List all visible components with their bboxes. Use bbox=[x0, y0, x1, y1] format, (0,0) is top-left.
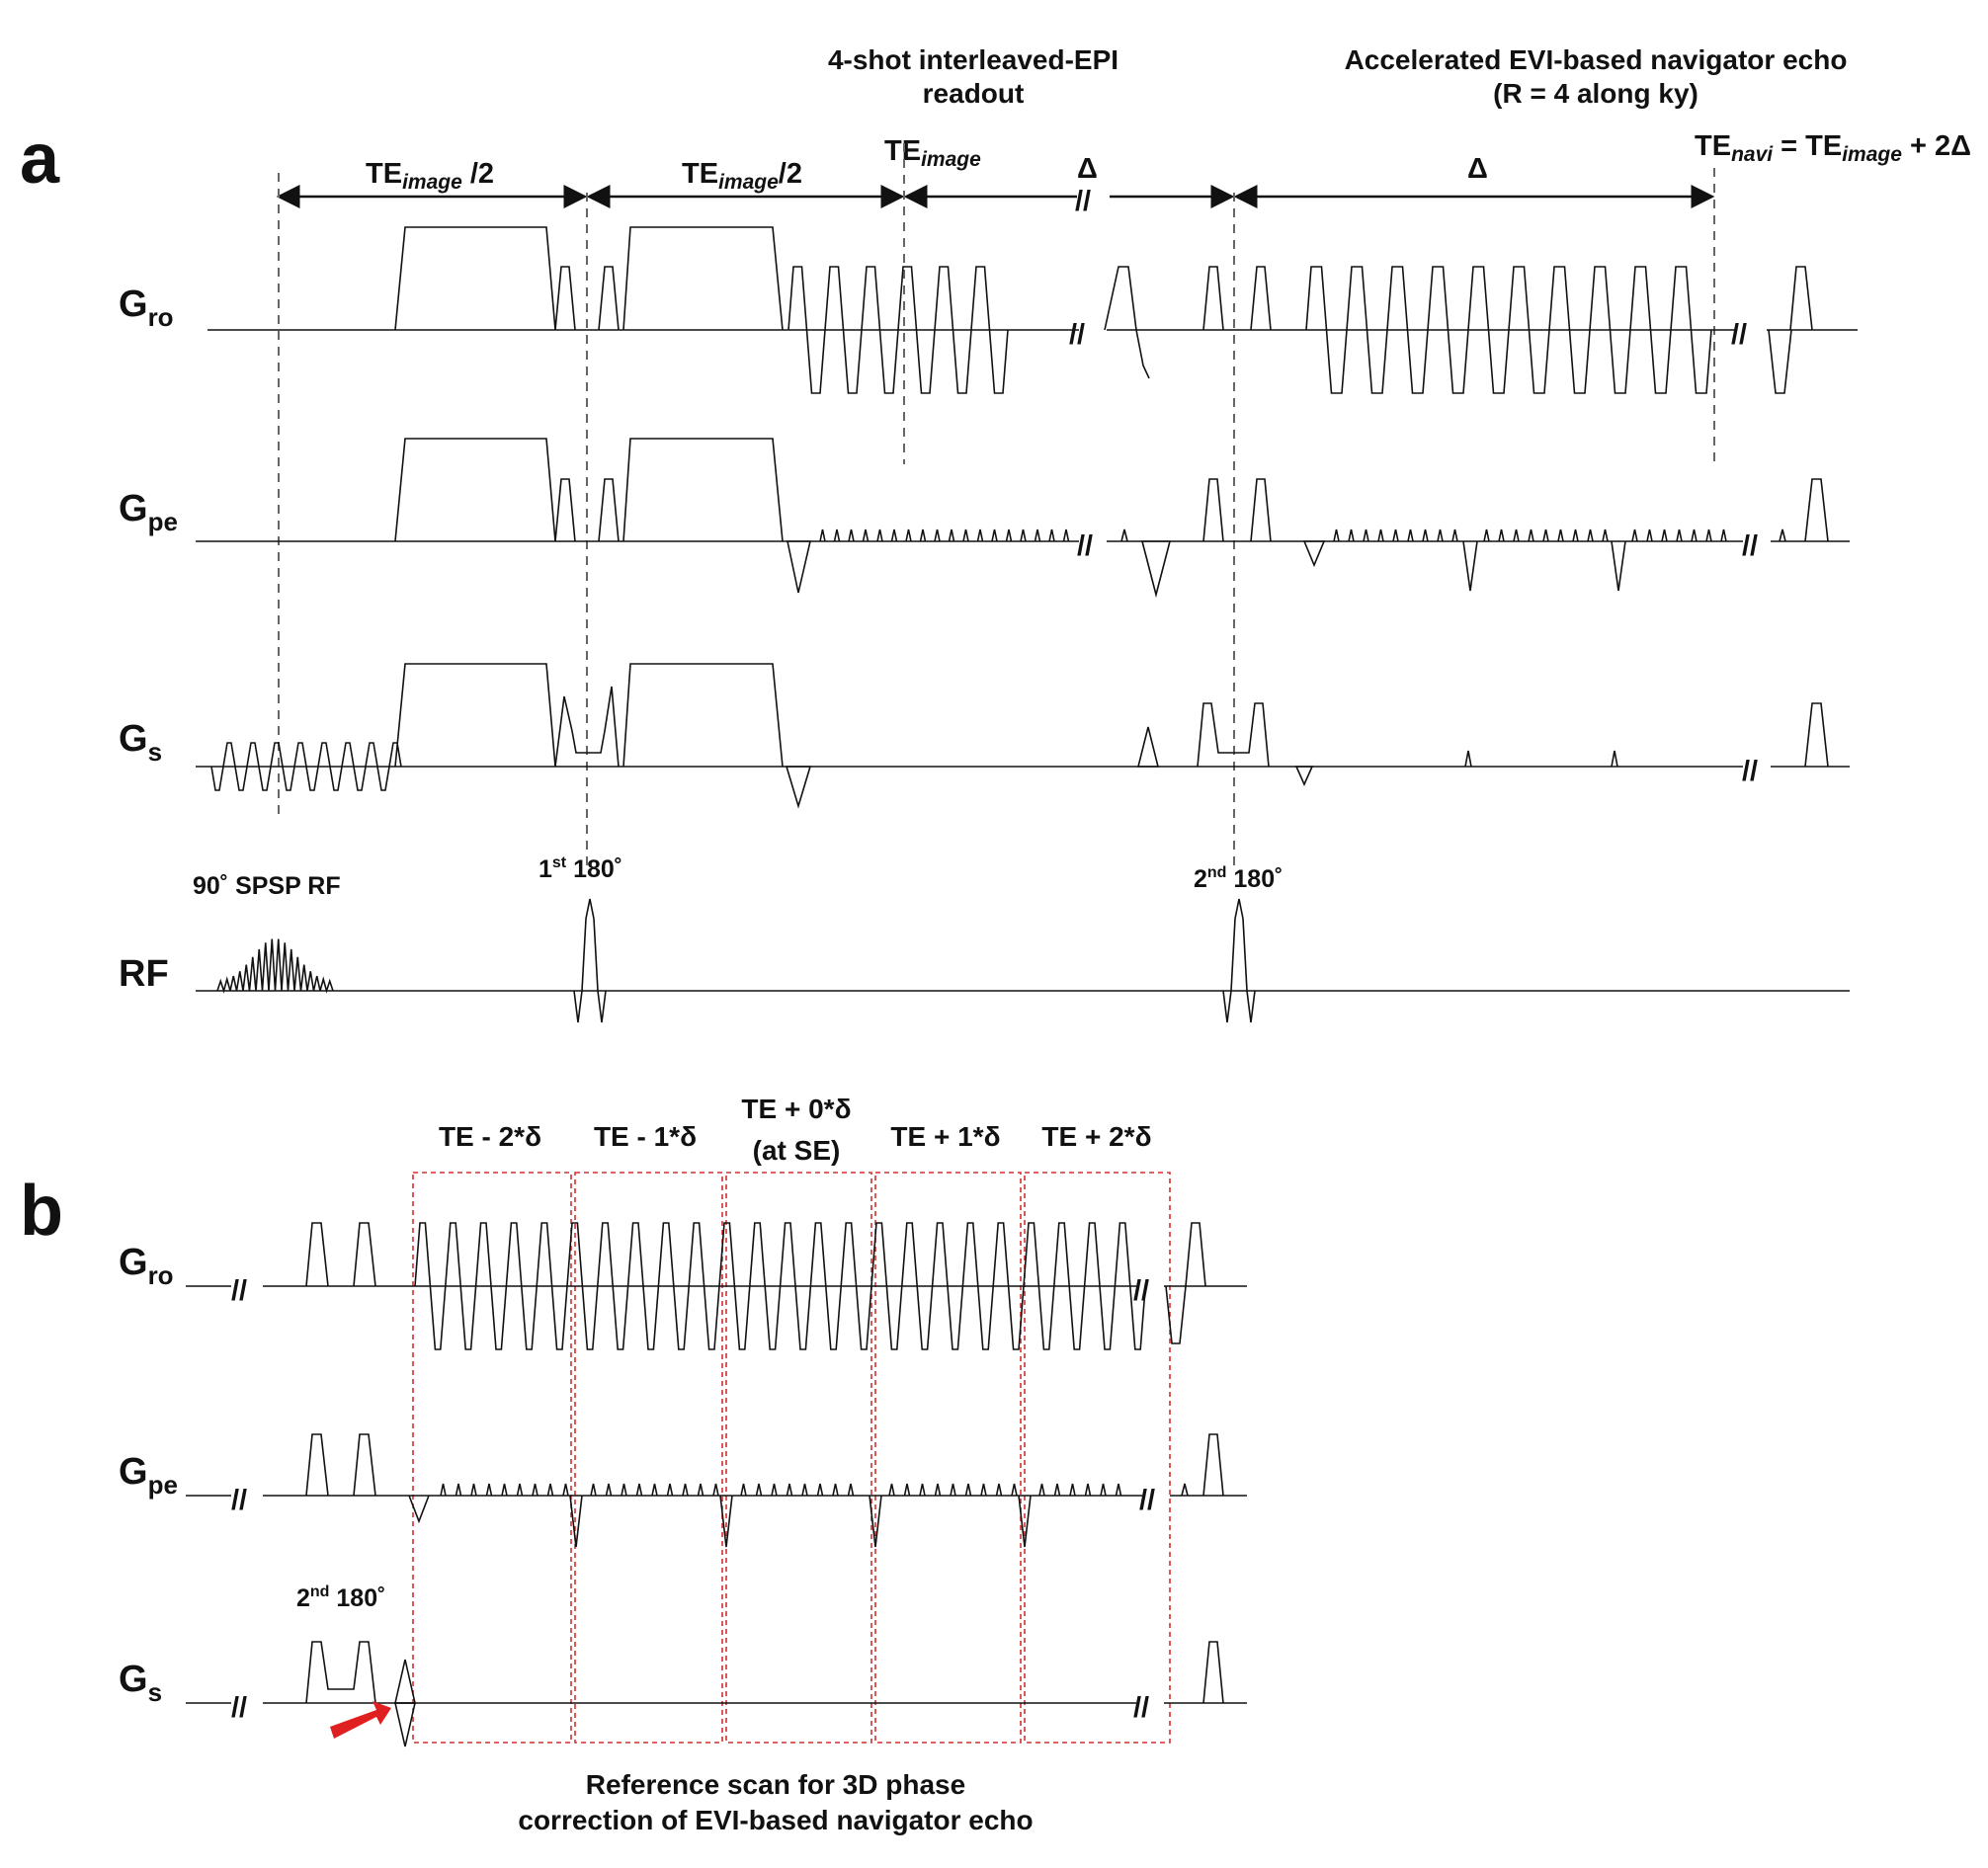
gro-channel-label: $G_{ro}$ bbox=[119, 284, 174, 332]
gpe-break-a-2: // bbox=[1742, 530, 1759, 562]
te-navi-label: $TE_{navi} = TE_{image} + 2\Delta$ bbox=[1695, 130, 1971, 166]
gpe-waveform-b bbox=[186, 1434, 1247, 1547]
segment-se-note: (at SE) bbox=[752, 1135, 841, 1166]
segment-label-4: TE + 1*δ bbox=[890, 1121, 1001, 1152]
gro-break-b-1: // bbox=[231, 1275, 248, 1307]
reference-caption-line2: correction of EVI-based navigator echo bbox=[518, 1805, 1034, 1835]
evi-navigator-header-line2: (R = 4 along ky) bbox=[1493, 78, 1698, 109]
spoiler-crusher-up bbox=[395, 1660, 415, 1703]
delta-label-2: Δ bbox=[1467, 153, 1488, 185]
gpe-waveform-a bbox=[196, 439, 1850, 595]
first-180-label: 1st 180˚ bbox=[538, 854, 623, 883]
reference-caption-line1: Reference scan for 3D phase bbox=[585, 1769, 966, 1800]
second-180-label-b: 2nd 180˚ bbox=[296, 1584, 386, 1612]
gro-break-a-2: // bbox=[1731, 319, 1748, 351]
gro-break-b-2: // bbox=[1133, 1275, 1150, 1307]
second-180-label: 2nd 180˚ bbox=[1194, 864, 1284, 893]
panel-b-label: b bbox=[20, 1172, 63, 1251]
gpe-channel-label: $G_{pe}$ bbox=[119, 488, 178, 536]
segment-label-1: TE - 2*δ bbox=[438, 1121, 542, 1152]
gro-waveform-b bbox=[186, 1223, 1247, 1349]
gs-waveform-a bbox=[196, 664, 1850, 806]
segment-label-5: TE + 2*δ bbox=[1041, 1121, 1152, 1152]
te-image-label: $TE_{image}$ bbox=[884, 135, 981, 171]
rf-channel-label: RF bbox=[119, 953, 169, 995]
gs-channel-label-b: $G_s$ bbox=[119, 1659, 163, 1707]
gs-channel-label: $G_s$ bbox=[119, 718, 163, 767]
gs-break-b-2: // bbox=[1133, 1692, 1150, 1724]
gpe-break-b-1: // bbox=[231, 1485, 248, 1516]
epi-readout-header-line1: 4-shot interleaved-EPI bbox=[827, 44, 1119, 75]
delta-label-1: Δ bbox=[1077, 153, 1098, 185]
gro-channel-label-b: $G_{ro}$ bbox=[119, 1242, 174, 1290]
segment-label-2: TE - 1*δ bbox=[593, 1121, 698, 1152]
gs-break-a: // bbox=[1742, 756, 1759, 787]
delta-break-mark: // bbox=[1075, 186, 1092, 217]
panel-a-label: a bbox=[20, 120, 60, 199]
spoiler-crusher-down bbox=[395, 1703, 415, 1746]
te-image-half-label-1: $TE_{image}$ /2 bbox=[366, 158, 495, 194]
segment-label-3: TE + 0*δ bbox=[741, 1094, 852, 1124]
epi-readout-header-line2: readout bbox=[922, 78, 1025, 109]
gro-break-a-1: // bbox=[1069, 319, 1086, 351]
gpe-break-a-1: // bbox=[1077, 530, 1094, 562]
evi-navigator-header-line1: Accelerated EVI-based navigator echo bbox=[1344, 44, 1848, 75]
rf90-spsp-label: 90˚ SPSP RF bbox=[193, 872, 341, 900]
gs-break-b-1: // bbox=[231, 1692, 248, 1724]
rf-waveform-a bbox=[196, 899, 1850, 1022]
gpe-break-b-2: // bbox=[1139, 1485, 1156, 1516]
red-arrow-icon bbox=[330, 1701, 391, 1739]
gpe-channel-label-b: $G_{pe}$ bbox=[119, 1451, 178, 1500]
gro-waveform-a bbox=[207, 227, 1858, 393]
te-image-half-label-2: $TE_{image}/2$ bbox=[682, 158, 802, 194]
